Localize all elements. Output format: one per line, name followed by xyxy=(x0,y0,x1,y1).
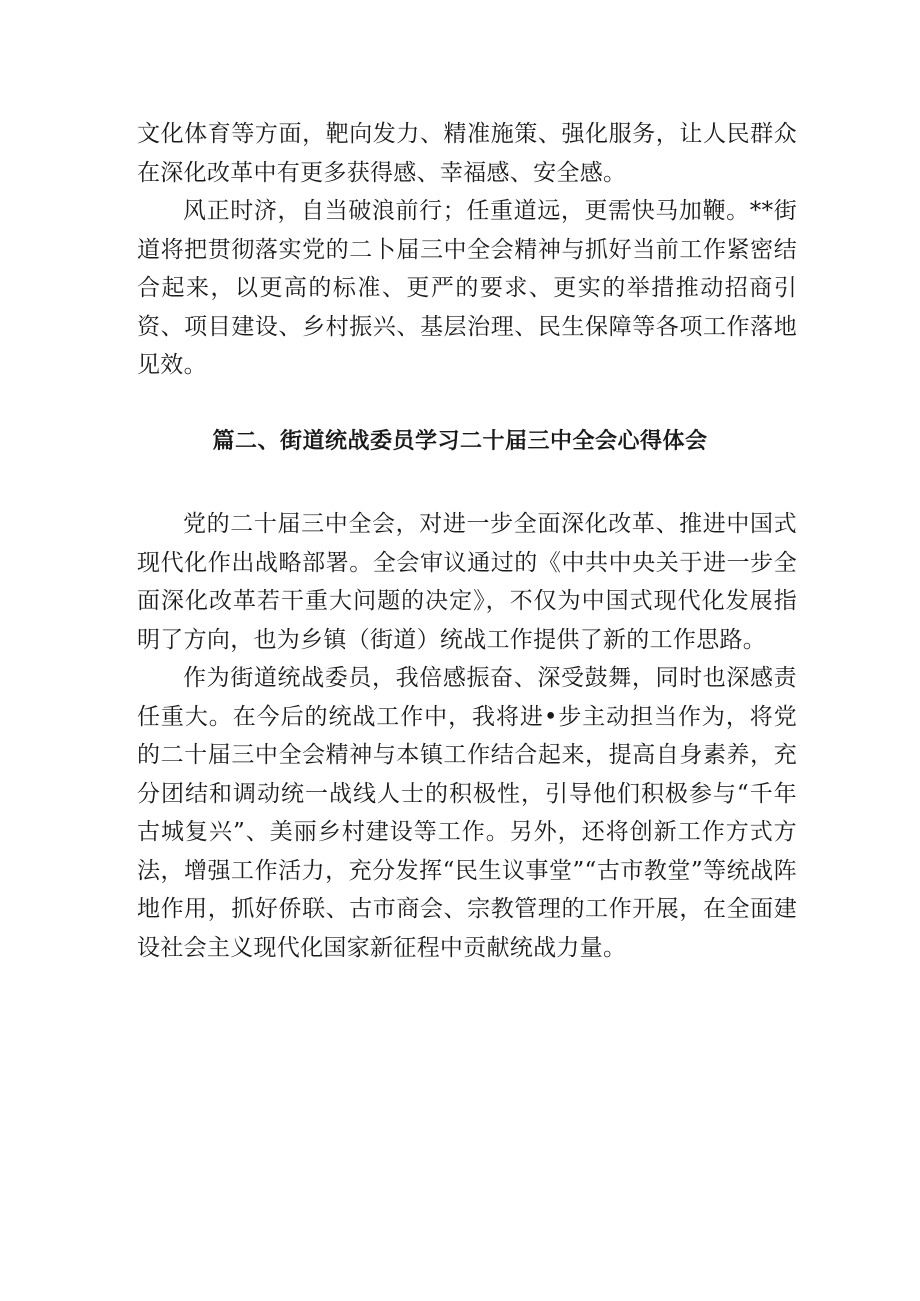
section-title: 篇二、街道统战委员学习二十届三中全会心得体会 xyxy=(212,429,708,454)
closing-paragraph: 风正时济，自当破浪前行；任重道远，更需快马加鞭。**街道将把贯彻落实党的二卜届三中全会精神与抓好当前工作紧密结合起来，以更高的标准、更严的要求、更实的举措推动招商引资、项目建设、乡村振兴、基层治理、民生保障等各项工作落地见效。 xyxy=(137,198,797,378)
continued-paragraph: 文化体育等方面，靶向发力、精准施策、强化服务，让人民群众在深化改革中有更多获得感、幸福感、安全感。 xyxy=(137,121,797,186)
body-paragraph: 作为街道统战委员，我倍感振奋、深受鼓舞，同时也深感责任重大。在今后的统战工作中，我将进•步主动担当作为，将党的二十届三中全会精神与本镇工作结合起来，提高自身素养，充分团结和调动统一战线人士的积极性，引导他们积极参与“千年古城复兴”、美丽乡村建设等工作。另外，还将创新工作方式方法，增强工作活力，充分发挥“民生议事堂”“古市教堂”等统战阵地作用，抓好侨联、古市商会、宗教管理的工作开展，在全面建设社会主义现代化国家新征程中贡献统战力量。 xyxy=(137,665,797,961)
article-part-two-body xyxy=(137,505,797,967)
article-part-one-ending xyxy=(137,115,797,385)
body-paragraph: 党的二十届三中全会，对进一步全面深化改革、推进中国式现代化作出战略部署。全会审议通过的《中共中央关于进一步全面深化改革若干重大问题的决定》，不仅为中国式现代化发展指明了方向，也为乡镇（街道）统战工作提供了新的工作思路。 xyxy=(137,511,797,653)
